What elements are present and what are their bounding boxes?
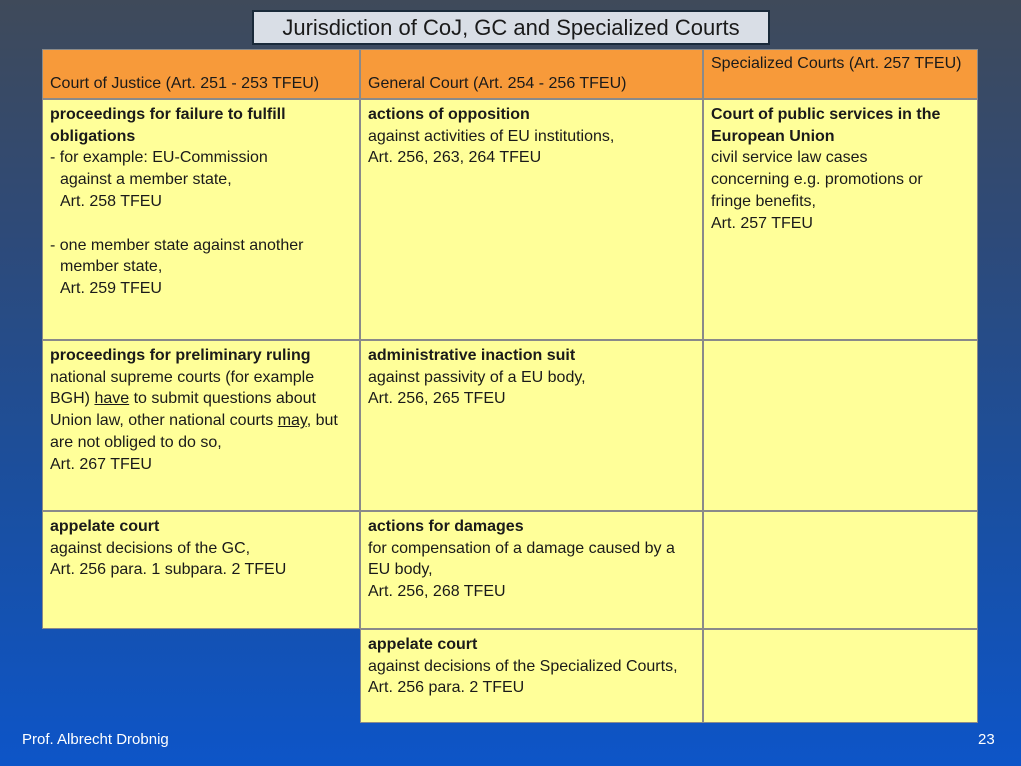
cell-heading: actions of opposition	[368, 106, 530, 123]
footer-author: Prof. Albrecht Drobnig	[22, 731, 169, 748]
header-general-court: General Court (Art. 254 - 256 TFEU)	[360, 49, 703, 99]
cell-text: Art. 267 TFEU	[50, 455, 152, 473]
cell-text: - one member state against another	[50, 236, 304, 254]
cell-sc-empty	[703, 629, 978, 723]
cell-gc-actions-of-opposition	[360, 99, 703, 340]
cell-sc-empty	[703, 511, 978, 629]
cell-sc-empty	[703, 340, 978, 511]
cell-text: concerning e.g. promotions or	[711, 171, 923, 189]
cell-text: Art. 256, 268 TFEU	[368, 583, 506, 601]
emphasis-may: may	[277, 412, 307, 430]
cell-cj-preliminary-ruling	[42, 340, 360, 511]
cell-text: national supreme courts (for example BGH)	[50, 368, 315, 408]
cell-cj-appelate-court	[42, 511, 360, 629]
cell-gc-inaction-suit	[360, 340, 703, 511]
cell-text: Art. 258 TFEU	[60, 192, 162, 210]
cell-text: against decisions of the Specialized Courts,	[368, 657, 678, 675]
cell-text: Art. 256, 263, 264 TFEU	[368, 149, 542, 167]
cell-text: against a member state,	[60, 171, 232, 189]
page-number: 23	[978, 731, 995, 748]
cell-cj-blank	[42, 629, 360, 723]
cell-heading: appelate court	[368, 636, 478, 653]
cell-heading: proceedings for preliminary ruling	[50, 347, 311, 364]
cell-heading: actions for damages	[368, 518, 524, 535]
cell-text: civil service law cases	[711, 149, 868, 167]
cell-text: Art. 256, 265 TFEU	[368, 390, 506, 408]
cell-text: Art. 257 TFEU	[711, 214, 813, 232]
cell-heading: proceedings for failure to fulfill obligations	[50, 106, 286, 145]
cell-text: to submit questions about Union law, other national courts	[50, 390, 316, 430]
cell-cj-failure-to-fulfill	[42, 99, 360, 340]
cell-text: Art. 256 para. 1 subpara. 2 TFEU	[50, 561, 287, 579]
cell-text: , but are not obliged to do so,	[50, 412, 338, 451]
cell-paragraph	[50, 367, 352, 454]
cell-text: for compensation of a damage caused by a EU body,	[368, 539, 675, 579]
cell-text: Art. 256 para. 2 TFEU	[368, 679, 525, 697]
cell-text: member state,	[60, 258, 163, 276]
cell-text: fringe benefits,	[711, 192, 816, 210]
emphasis-have: have	[94, 390, 130, 408]
cell-gc-actions-for-damages	[360, 511, 703, 629]
header-specialized-courts: Specialized Courts (Art. 257 TFEU)	[703, 49, 978, 99]
jurisdiction-table	[42, 49, 978, 723]
cell-gc-appelate-court	[360, 629, 703, 723]
cell-heading: Court of public services in the European Union	[711, 106, 941, 145]
cell-text: against activities of EU institutions,	[368, 127, 615, 145]
slide-title: Jurisdiction of CoJ, GC and Specialized Courts	[252, 10, 770, 45]
cell-heading: administrative inaction suit	[368, 347, 576, 364]
cell-sc-public-services	[703, 99, 978, 340]
cell-text: against passivity of a EU body,	[368, 368, 586, 386]
cell-heading: appelate court	[50, 518, 160, 535]
cell-text: against decisions of the GC,	[50, 539, 251, 557]
cell-text: Art. 259 TFEU	[60, 279, 162, 297]
header-court-of-justice: Court of Justice (Art. 251 - 253 TFEU)	[42, 49, 360, 99]
cell-text: - for example: EU-Commission	[50, 149, 268, 167]
